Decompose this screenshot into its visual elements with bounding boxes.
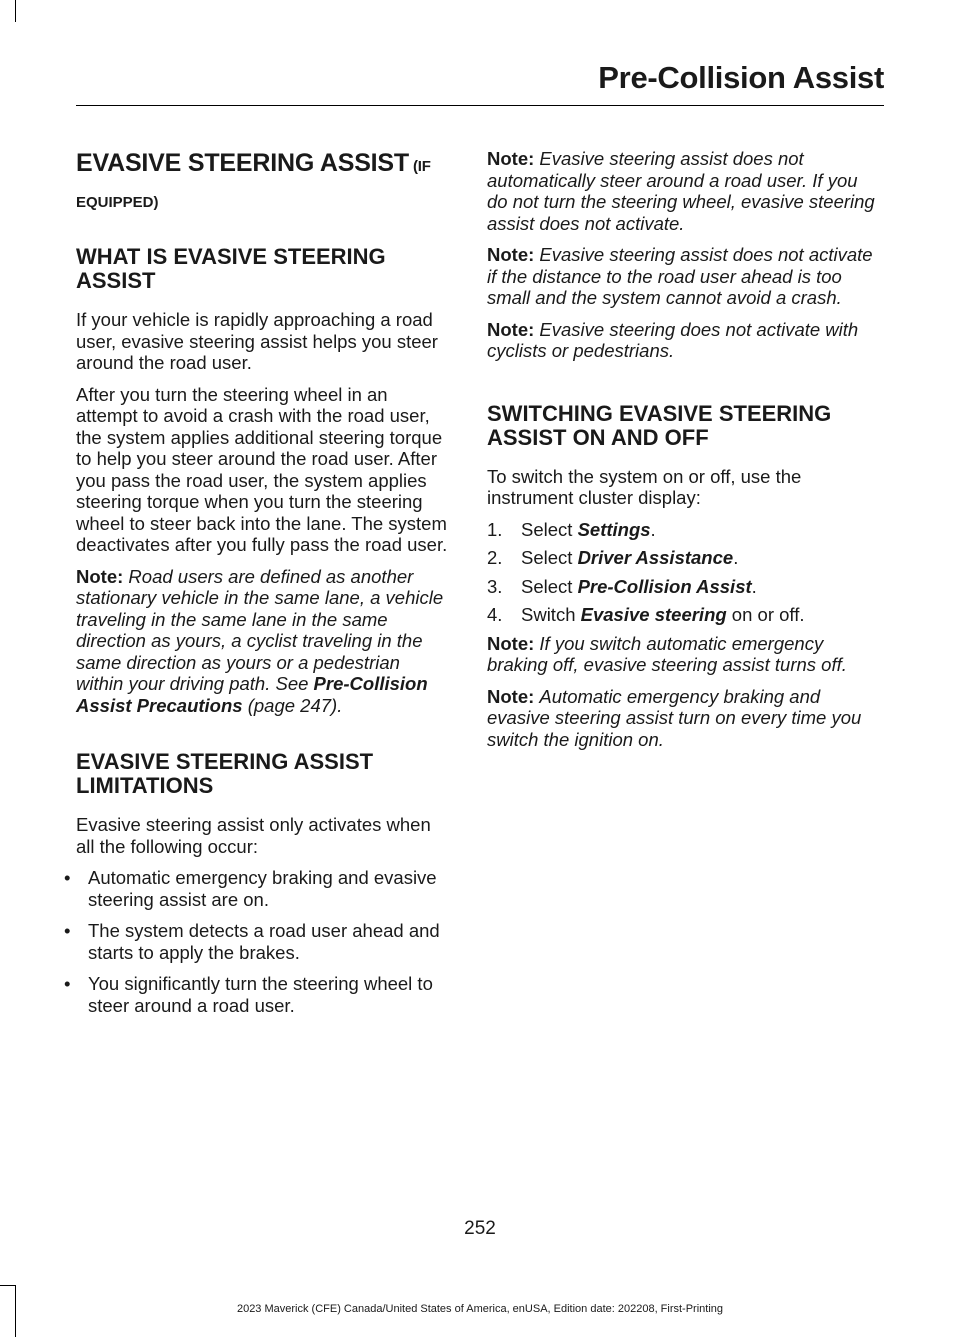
note-text: If you switch automatic emergency braking off, evasive steering assist turns off. — [487, 632, 847, 675]
note — [487, 244, 882, 309]
crop-mark-bottom-left-h — [0, 1285, 15, 1286]
bullet-icon: • — [64, 973, 71, 994]
bullet-icon: • — [64, 920, 71, 941]
header-divider — [76, 105, 884, 106]
note — [76, 566, 448, 717]
note-label: Note: — [487, 632, 535, 654]
right-column — [487, 148, 882, 760]
bullet-icon: • — [64, 867, 71, 888]
paragraph: After you turn the steering wheel in an attempt to avoid a crash with the road user, the system applies additional steering torque to help you steer around the road user. After you pass the road user, the system applies steering torque when you turn the steering wheel to steer back into the lane. The system deactivates after you fully pass the road user. — [76, 383, 448, 555]
step-number: 3. — [487, 575, 503, 597]
cross-reference-link[interactable]: Pre-Collision Assist Precautions — [76, 673, 428, 716]
list-item-text: Automatic emergency braking and evasive steering assist are on. — [88, 867, 437, 910]
note — [487, 686, 882, 751]
step-text: . — [733, 547, 739, 568]
note-text: Road users are defined as another stationary vehicle in the same lane, a vehicle traveling in the same lane in the same direction as yours, a cyclist traveling in the same direction as yours or a pedestrian within your driving path. See — [76, 565, 444, 694]
main-heading-equipped: EQUIPPED) — [76, 194, 159, 211]
step-number: 1. — [487, 518, 503, 540]
note-text: Evasive steering assist does not automatically steer around a road user. If you do not turn the steering wheel, evasive steering assist does not activate. — [487, 148, 875, 234]
step-item — [487, 604, 882, 626]
note-text: Evasive steering assist does not activate if the distance to the road user ahead is too small and the system cannot avoid a crash. — [487, 244, 873, 308]
ui-term-settings: Settings — [577, 518, 651, 540]
note-label: Note: — [487, 685, 535, 707]
paragraph: If your vehicle is rapidly approaching a road user, evasive steering assist helps you steer around the road user. — [76, 309, 438, 373]
ui-term-evasive-steering: Evasive steering — [580, 604, 727, 625]
step-number: 2. — [487, 547, 503, 568]
note — [487, 319, 882, 362]
note-label: Note: — [487, 318, 535, 340]
note — [487, 148, 882, 234]
step-text: on or off. — [726, 604, 805, 625]
list-item-text: The system detects a road user ahead and starts to apply the brakes. — [88, 920, 440, 963]
paragraph: To switch the system on or off, use the instrument cluster display: — [487, 465, 802, 508]
list-item-text: You significantly turn the steering wheel to steer around a road user. — [88, 973, 433, 1016]
page-number: 252 — [464, 1218, 496, 1239]
step-text: . — [751, 575, 757, 597]
list-item — [64, 920, 448, 963]
list-item — [64, 973, 448, 1016]
section-heading-switching: SWITCHING EVASIVE STEERING ASSIST ON AND OFF — [487, 400, 832, 450]
note-text: Evasive steering does not activate with cyclists or pedestrians. — [487, 318, 859, 361]
step-text: Switch — [521, 604, 581, 625]
main-heading-text: EVASIVE STEERING ASSIST — [76, 149, 409, 177]
step-item — [487, 547, 882, 569]
section-heading-what-is: WHAT IS EVASIVE STEERING ASSIST — [76, 244, 386, 293]
step-item — [487, 519, 882, 541]
main-heading-suffix: (IF — [408, 158, 431, 175]
note — [487, 633, 882, 676]
note-label: Note: — [487, 244, 535, 265]
page-reference: (page 247). — [242, 694, 343, 716]
footer-edition-info: 2023 Maverick (CFE) Canada/United States of America, enUSA, Edition date: 202208, First-Printing — [236, 1303, 724, 1315]
step-text: Select — [521, 575, 578, 597]
crop-mark-top-left — [15, 0, 16, 22]
section-heading-limitations: EVASIVE STEERING ASSIST LIMITATIONS — [76, 749, 374, 798]
note-label: Note: — [487, 148, 535, 169]
step-text: Select — [521, 518, 578, 540]
step-item — [487, 576, 882, 598]
ui-term-driver-assistance: Driver Assistance — [577, 547, 734, 568]
list-item — [64, 867, 448, 910]
step-number: 4. — [487, 604, 503, 625]
paragraph: Evasive steering assist only activates when all the following occur: — [76, 814, 431, 857]
left-column — [64, 148, 448, 1026]
note-text: Automatic emergency braking and evasive steering assist turn on every time you switch the ignition on. — [487, 685, 862, 750]
main-heading — [76, 148, 448, 182]
step-text: . — [650, 518, 656, 540]
page-title: Pre-Collision Assist — [598, 60, 884, 95]
step-text: Select — [521, 547, 578, 568]
note-label: Note: — [76, 565, 124, 587]
ui-term-pre-collision-assist: Pre-Collision Assist — [577, 575, 752, 597]
